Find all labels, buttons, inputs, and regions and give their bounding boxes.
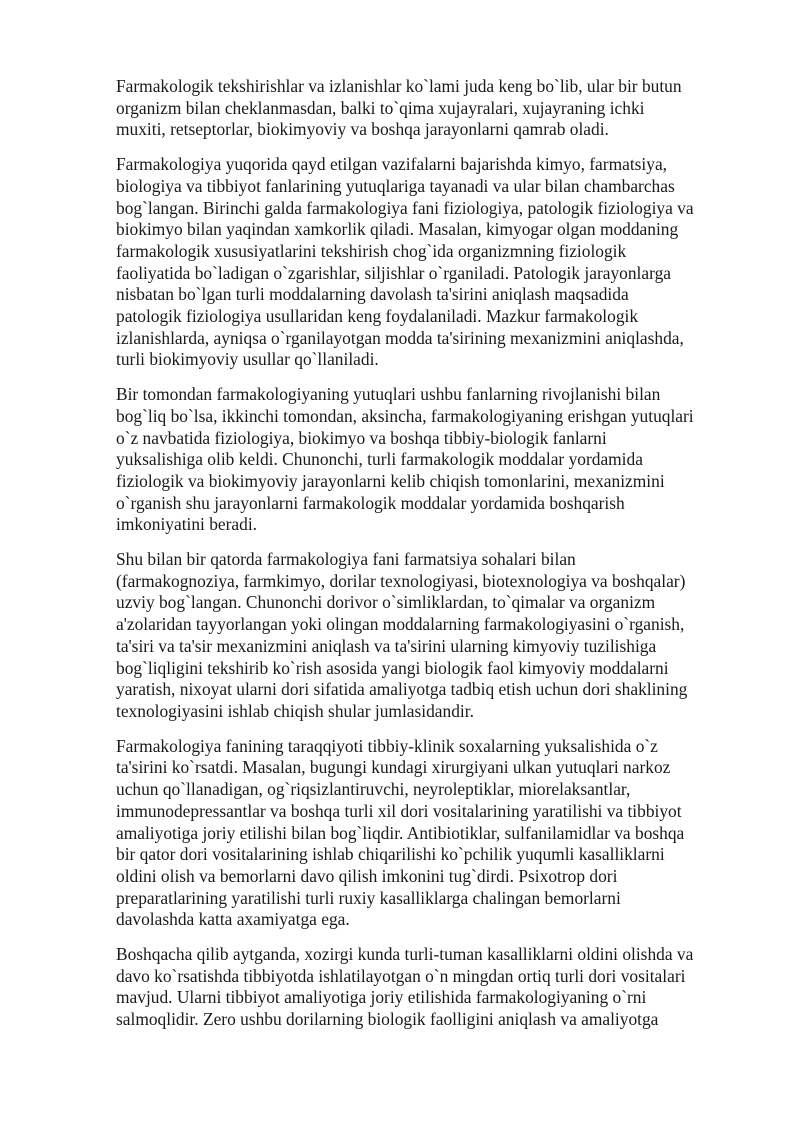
paragraph-4: Shu bilan bir qatorda farmakologiya fani farmatsiya sohalari bilan (farmakognoziya, farmkimyo, dorilar texnologiyasi, biotexnologiya va boshqalar) uzviy bog`langan. Chunonchi dorivor o`simliklardan, to`qimalar va organizm a'zolaridan tayyorlangan yoki olingan moddalarning farmakologiyasini o`rganish, ta'siri va ta'sir mexanizmini aniqlash va ta'sirini ularning kimyoviy tuzilishiga bog`liqligini tekshirib ko`rish asosida yangi biologik faol kimyoviy moddalarni yaratish, nixoyat ularni dori sifatida amaliyotga tadbiq etish uchun dori shaklining texnologiyasini ishlab chiqish shular jumlasidandir. [116,549,688,721]
paragraph-3: Bir tomondan farmakologiyaning yutuqlari ushbu fanlarning rivojlanishi bilan bog`liq bo`lsa, ikkinchi tomondan, aksincha, farmakologiyaning erishgan yutuqlari o`z navbatida fiziologiya, biokimyo va boshqa tibbiy-biologik fanlarni yuksalishiga olib keldi. Chunonchi, turli farmakologik moddalar yordamida fiziologik va biokimyoviy jarayonlarni kelib chiqish tomonlarini, mexanizmini o`rganish shu jarayonlarni farmakologik moddalar yordamida boshqarish imkoniyatini beradi. [116,384,694,535]
paragraph-6: Boshqacha qilib aytganda, xozirgi kunda turli-tuman kasalliklarni oldini olishda va davo ko`rsatishda tibbiyotda ishlatilayotgan o`n mingdan ortiq turli dori vositalari mavjud. Ularni tibbiyot amaliyotiga joriy etilishida farmakologiyaning o`rni salmoqlidir. Zero ushbu dorilarning biologik faolligini aniqlash va amaliyotga [116,944,694,1030]
paragraph-5: Farmakologiya fanining taraqqiyoti tibbiy-klinik soxalarning yuksalishida o`z ta'sirini ko`rsatdi. Masalan, bugungi kundagi xirurgiyani ulkan yutuqlari narkoz uchun qo`llanadigan, og`riqsizlantiruvchi, neyroleptiklar, miorelaksantlar, immunodepressantlar va boshqa turli xil dori vositalarining yaratilishi va tibbiyot amaliyotiga joriy etilishi bilan bog`liqdir. Antibiotiklar, sulfanilamidlar va boshqa bir qator dori vositalarining ishlab chiqarilishi ko`pchilik yuqumli kasalliklarni oldini olish va bemorlarni davo qilish imkonini tug`dirdi. Psixotrop dori preparatlarining yaratilishi turli ruxiy kasalliklarga chalingan bemorlarni davolashda katta axamiyatga ega. [116,735,685,930]
paragraph-2: Farmakologiya yuqorida qayd etilgan vazifalarni bajarishda kimyo, farmatsiya, biologiya va tibbiyot fanlarining yutuqlariga tayanadi va ular bilan chambarchas bog`langan. Birinchi galda farmakologiya fani fiziologiya, patologik fiziologiya va biokimyo bilan yaqindan xamkorlik qiladi. Masalan, kimyogar olgan moddaning farmakologik xususiyatlarini tekshirish chog`ida organizmning fiziologik faoliyatida bo`ladigan o`zgarishlar, siljishlar o`rganiladi. Patologik jarayonlarga nisbatan bo`lgan turli moddalarning davolash ta'sirini aniqlash maqsadida patologik fiziologiya usullaridan keng foydalaniladi. Mazkur farmakologik izlanishlarda, ayniqsa o`rganilayotgan modda ta'sirining mexanizmini aniqlashda, turli biokimyoviy usullar qo`llaniladi. [116,154,694,370]
paragraph-1: Farmakologik tekshirishlar va izlanishlar ko`lami juda keng bo`lib, ular bir butun organizm bilan cheklanmasdan, balki to`qima xujayralari, xujayraning ichki muxiti, retseptorlar, biokimyoviy va boshqa jarayonlarni qamrab oladi. [116,76,682,140]
document-page [116,76,746,1044]
